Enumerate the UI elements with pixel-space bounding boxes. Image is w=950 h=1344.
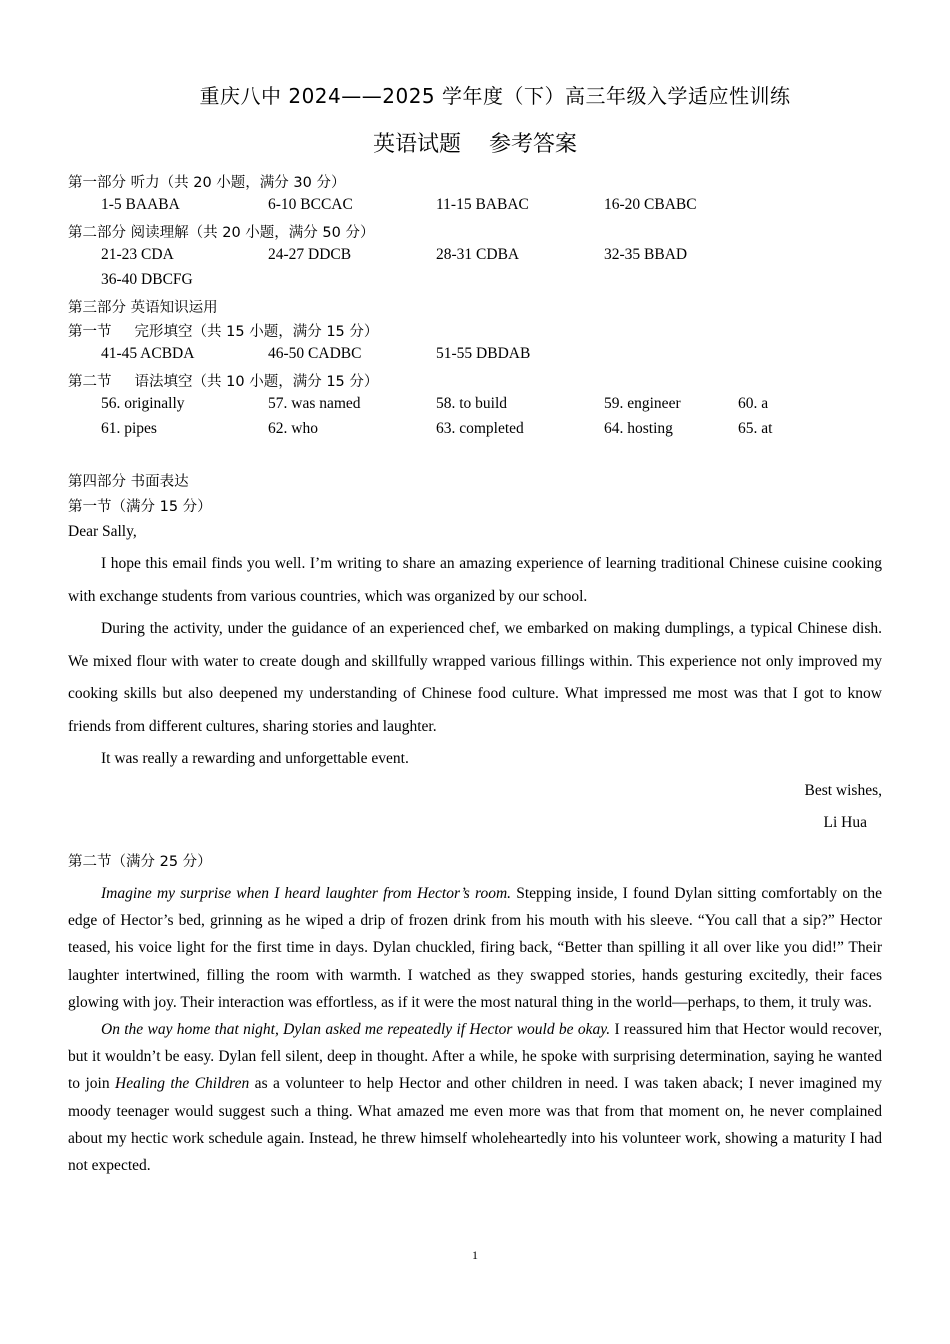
answer-item: 57. was named xyxy=(268,395,361,412)
story-opening-sentence: On the way home that night, Dylan asked me repeatedly if Hector would be okay. xyxy=(101,1021,611,1039)
part2-heading: 第二部分 阅读理解（共 20 小题，满分 50 分） xyxy=(68,225,375,241)
part3-section2-heading: 第二节 语法填空（共 10 小题，满分 15 分） xyxy=(68,374,379,390)
story-body xyxy=(68,880,882,1179)
part4-section1-heading: 第一节（满分 15 分） xyxy=(68,499,212,515)
answer-item: 64. hosting xyxy=(604,420,673,437)
page-number: 1 xyxy=(472,1248,478,1262)
subject-title: 英语试题 xyxy=(372,132,461,157)
part3-section1-heading: 第一节 完形填空（共 15 小题，满分 15 分） xyxy=(68,324,379,340)
answer-group: 36-40 DBCFG xyxy=(101,271,193,288)
story-text: as a volunteer to help Hector and other children in need. I was taken aback; I never imagined my moody teenager would suggest such a thing. What amazed me even more was that from that moment on, he never complained about my hectic work schedule again. Instead, he threw himself wholeheartedly into his volunteer work, showing a maturity I had not expected. xyxy=(68,1075,882,1175)
answer-item: 62. who xyxy=(268,420,318,437)
part3-section2-answers-row2 xyxy=(0,420,950,440)
answer-item: 58. to build xyxy=(436,395,508,412)
answer-group: 1-5 BAABA xyxy=(101,196,180,213)
answer-item: 65. at xyxy=(738,420,773,437)
story-text: I reassured him that Hector would recover, but it wouldn’t be easy. Dylan fell silent, deep in thought. After a while, he spoke with surprising determination, saying he wanted to join xyxy=(68,1021,883,1093)
answer-group: 24-27 DDCB xyxy=(268,246,352,263)
answer-group: 32-35 BBAD xyxy=(604,246,688,263)
answer-group: 16-20 CBABC xyxy=(604,196,697,213)
answer-item: 63. completed xyxy=(436,420,524,437)
answer-group: 51-55 DBDAB xyxy=(436,345,531,362)
part1-heading: 第一部分 听力（共 20 小题，满分 30 分） xyxy=(68,175,346,191)
answer-item: 61. pipes xyxy=(101,420,157,437)
letter-body xyxy=(68,548,882,776)
exam-title: 重庆八中 2024——2025 学年度（下）高三年级入学适应性训练 xyxy=(199,84,791,108)
answer-label: 参考答案 xyxy=(489,132,578,157)
story-text: Stepping inside, I found Dylan sitting comfortably on the edge of Hector’s bed, grinning as he wiped a drip of frozen drink from his mouth with his sleeve. “You call that a sip?” Hector teased, his voice light for the first time in days. Dylan chuckled, firing back, “Better than spilling it all over like you did!” Their laughter intertwined, filling the room with warmth. I watched as they swapped stories, hands gesturing excitedly, their faces glowing with joy. Their interaction was effortless, as if it were the most natural thing in the world—perhaps, to them, it truly was. xyxy=(68,885,882,1011)
letter-greeting: Dear Sally, xyxy=(68,523,137,540)
answer-group: 21-23 CDA xyxy=(101,246,174,263)
letter-closing: Best wishes, xyxy=(804,782,882,799)
answer-item: 56. originally xyxy=(101,395,185,412)
part4-section2-heading: 第二节（满分 25 分） xyxy=(68,854,212,870)
answer-group: 46-50 CADBC xyxy=(268,345,362,362)
part3-section2-answers-row1 xyxy=(0,395,950,415)
letter-paragraph: I hope this email finds you well. I’m writing to share an amazing experience of learning traditional Chinese cuisine cooking with exchange students from various countries, which was organized by our school. xyxy=(68,555,882,605)
answer-item: 59. engineer xyxy=(604,395,681,412)
answer-key-title xyxy=(0,127,950,158)
story-opening-sentence: Imagine my surprise when I heard laughter from Hector’s room. xyxy=(101,885,512,902)
part1-answers xyxy=(0,196,950,216)
part2-answers-row2 xyxy=(0,271,950,291)
letter-paragraph: During the activity, under the guidance of an experienced chef, we embarked on making dumplings, a typical Chinese dish. We mixed flour with water to create dough and skillfully wrapped various fillings within. This experience not only improved my cooking skills but also deepened my understanding of Chinese food culture. What impressed me most was that I got to know friends from different cultures, sharing stories and laughter. xyxy=(68,620,882,735)
story-paragraph xyxy=(68,880,882,1016)
answer-group: 41-45 ACBDA xyxy=(101,345,195,362)
part2-answers-row1 xyxy=(0,246,950,266)
organization-name: Healing the Children xyxy=(115,1075,250,1093)
story-paragraph xyxy=(68,1016,882,1179)
part4-heading: 第四部分 书面表达 xyxy=(68,474,189,490)
answer-item: 60. a xyxy=(738,395,769,412)
answer-group: 6-10 BCCAC xyxy=(268,196,353,213)
answer-group: 28-31 CDBA xyxy=(436,246,520,263)
part3-section1-answers xyxy=(0,345,950,365)
part3-heading: 第三部分 英语知识运用 xyxy=(68,300,218,316)
answer-group: 11-15 BABAC xyxy=(436,196,529,213)
letter-paragraph: It was really a rewarding and unforgettable event. xyxy=(101,750,409,767)
letter-signature: Li Hua xyxy=(823,814,867,831)
